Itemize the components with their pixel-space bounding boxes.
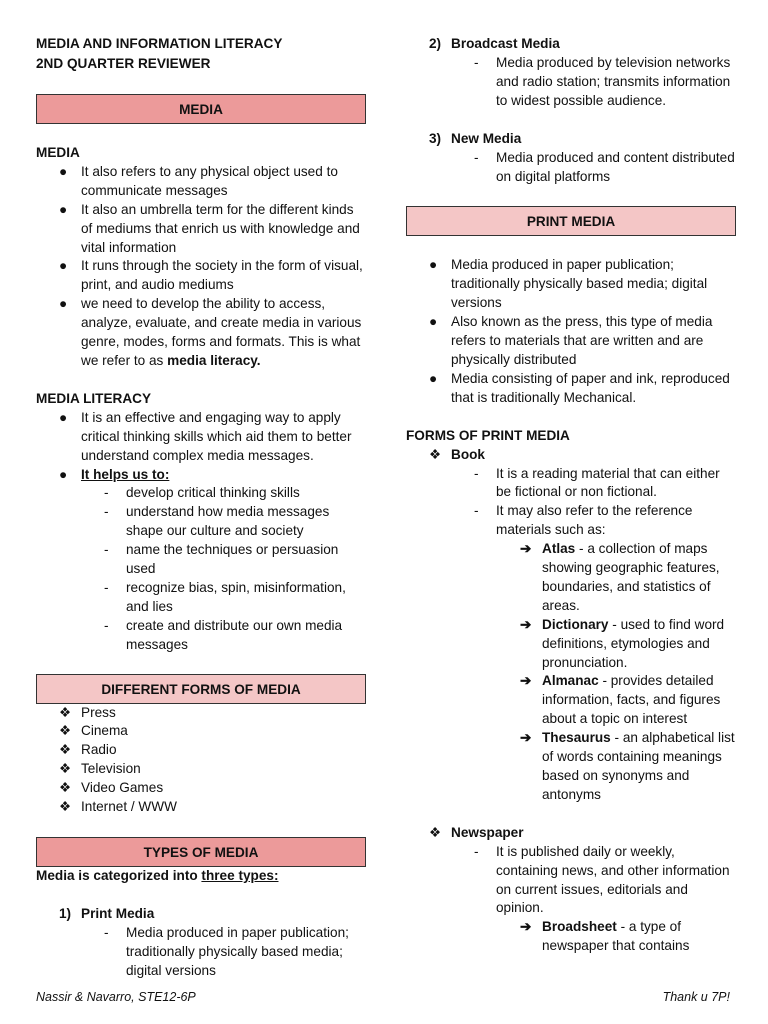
list-item: ➔ Dictionary - used to find word definitions, etymologies and pronunciation. xyxy=(520,616,725,670)
list-item: ❖ Internet / WWW xyxy=(59,799,177,815)
list-item: ● we need to develop the ability to access, analyze, evaluate, and create media in various genre, modes, forms and formats. This is what we refer to as media literacy. xyxy=(59,296,362,368)
list-item: ❖ Video Games xyxy=(59,780,164,796)
list-item: ❖ Book xyxy=(429,446,485,462)
list-item: - It may also refer to the reference materials such as: xyxy=(474,503,693,538)
list-item: ❖ Radio xyxy=(59,742,117,758)
footer-authors: Nassir & Navarro, STE12-6P xyxy=(36,990,196,1004)
types-section-box: TYPES OF MEDIA xyxy=(36,837,366,867)
types-intro: Media is categorized into three types: xyxy=(36,868,279,883)
list-item: - create and distribute our own media messages xyxy=(104,617,343,652)
list-item: ● Media consisting of paper and ink, reproduced that is traditionally Mechanical. xyxy=(429,370,730,405)
list-item: ● It is an effective and engaging way to apply critical thinking skills which aid them to better understand complex media messages. xyxy=(59,409,352,463)
list-item: - understand how media messages shape our culture and society xyxy=(104,504,330,539)
newspaper-desc-list xyxy=(406,843,736,919)
list-item: ● It also an umbrella term for the different kinds of mediums that enrich us with knowledge and vital information xyxy=(59,201,360,255)
book-list xyxy=(406,446,736,465)
list-item: ➔ Atlas - a collection of maps showing geographic features, boundaries, and statistics of areas. xyxy=(520,541,720,613)
list-item: ❖ Newspaper xyxy=(429,824,524,840)
list-item: - recognize bias, spin, misinformation, and lies xyxy=(104,579,346,614)
print-bullet-list xyxy=(406,256,736,407)
list-item: - It is a reading material that can either be fictional or non fictional. xyxy=(474,465,720,500)
list-item: ● It runs through the society in the form of visual, print, and audio mediums xyxy=(59,258,363,293)
book-desc-list xyxy=(406,465,736,541)
type-print-desc xyxy=(36,924,366,981)
print-media-section-box: PRINT MEDIA xyxy=(406,206,736,236)
type-print-media: 1) Print Media xyxy=(59,905,155,921)
helps-list xyxy=(36,484,366,654)
newspaper-list xyxy=(406,824,736,843)
newspaper-type-list xyxy=(406,918,736,956)
type-broadcast-media: 2) Broadcast Media xyxy=(429,36,560,51)
footer-thanks: Thank u 7P! xyxy=(662,990,730,1004)
list-item: - Media produced in paper publication; traditionally physically based media; digital versions xyxy=(104,924,349,978)
left-column xyxy=(36,34,366,981)
list-item: - Media produced by television networks and radio station; transmits information to widest possible audience. xyxy=(474,55,731,108)
doc-title: MEDIA AND INFORMATION LITERACY xyxy=(36,36,283,51)
type-broadcast-desc xyxy=(406,54,736,111)
media-heading: MEDIA xyxy=(36,145,80,160)
list-item: ➔ Almanac - provides detailed information, facts, and figures about a topic on interest xyxy=(520,673,721,727)
list-item: ● Media produced in paper publication; traditionally physically based media; digital versions xyxy=(429,257,708,311)
list-item: - It is published daily or weekly, containing news, and other information on current issues, editorials and opinion. xyxy=(474,843,730,916)
list-item: - Media produced and content distributed on digital platforms xyxy=(474,149,735,184)
media-bullet-list xyxy=(36,163,366,371)
list-item: ● Also known as the press, this type of media refers to materials that are written and are physically distributed xyxy=(429,314,713,367)
list-item: - develop critical thinking skills xyxy=(104,485,300,501)
literacy-bullet-list xyxy=(36,409,366,485)
forms-list xyxy=(36,704,366,817)
list-item: ➔ Broadsheet - a type of newspaper that contains xyxy=(520,919,690,954)
doc-subtitle: 2ND QUARTER REVIEWER xyxy=(36,56,211,71)
media-literacy-heading: MEDIA LITERACY xyxy=(36,390,152,406)
type-new-media: 3) New Media xyxy=(429,130,522,146)
list-item: ❖ Television xyxy=(59,761,141,777)
list-item: ❖ Cinema xyxy=(59,723,128,739)
list-item: ● It also refers to any physical object used to communicate messages xyxy=(59,163,338,198)
forms-section-box: DIFFERENT FORMS OF MEDIA xyxy=(36,674,366,704)
list-item: - name the techniques or persuasion used xyxy=(104,542,339,577)
list-item: ➔ Thesaurus - an alphabetical list of words containing meanings based on synonyms and antonyms xyxy=(520,730,735,802)
type-new-desc xyxy=(406,149,736,187)
list-item: ● It helps us to: xyxy=(59,466,170,482)
forms-print-heading: FORMS OF PRINT MEDIA xyxy=(406,427,570,443)
list-item: ❖ Press xyxy=(59,704,116,720)
media-section-box: MEDIA xyxy=(36,94,366,124)
reference-list xyxy=(406,540,736,805)
right-column xyxy=(406,34,736,956)
